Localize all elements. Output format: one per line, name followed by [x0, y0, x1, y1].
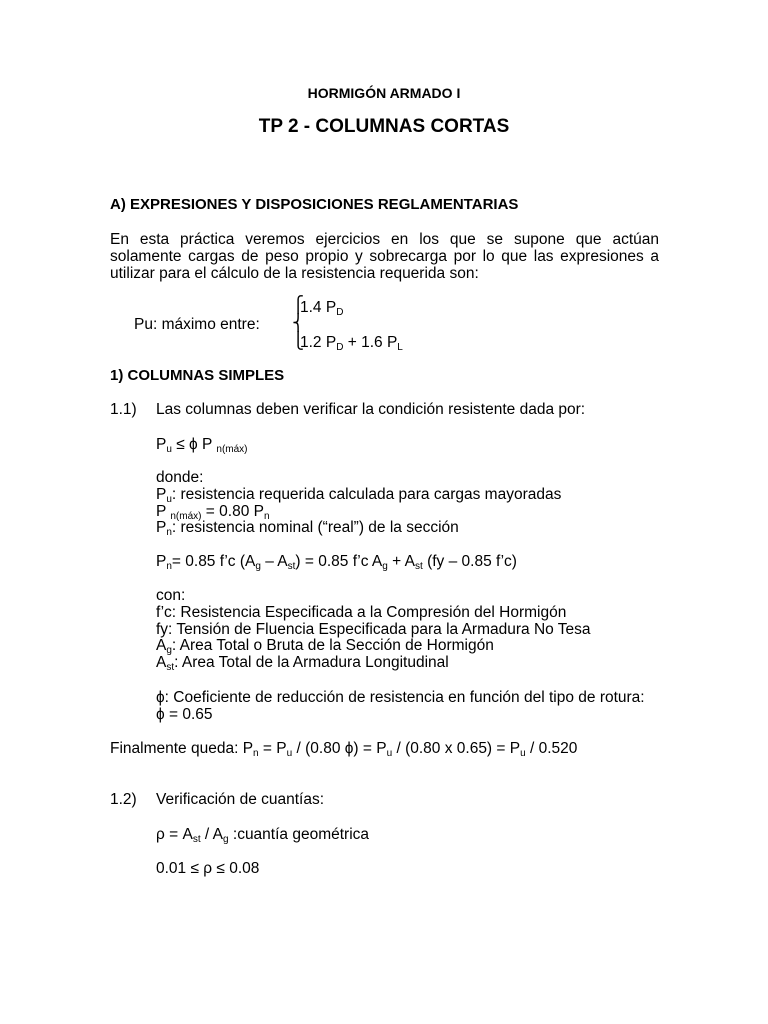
- subsection-number: 1.2): [110, 791, 137, 808]
- definition-ast: $A_{st}$: Area Total de la Armadura Longitudinal: [156, 654, 449, 673]
- resistance-condition: $P_u \le \phi$ P $_{n(máx)}$: [156, 436, 248, 455]
- subsection-title: Verificación de cuantías:: [156, 791, 325, 808]
- brace-bottom: ⎩: [292, 331, 304, 350]
- donde-label: donde:: [156, 469, 204, 486]
- paragraph-line: solamente cargas de peso propio y sobrecarga por lo que las expresiones a: [110, 248, 659, 265]
- section-1-heading: 1) COLUMNAS SIMPLES: [110, 367, 285, 384]
- paragraph-line: En esta práctica veremos ejercicios en los que se supone que actúan: [110, 231, 659, 248]
- subsection-text: Las columnas deben verificar la condición resistente dada por:: [156, 401, 586, 418]
- rho-definition: $\rho = A_{st} / A_g$ :cuantía geométrica: [156, 826, 370, 845]
- definition-pu: $P_u$: resistencia requerida calculada para cargas mayoradas: [156, 486, 562, 505]
- definition-ag: $A_g$: Area Total o Bruta de la Sección de Hormigón: [156, 637, 494, 656]
- rho-range: 0.01 ≤ ρ ≤ 0.08: [156, 860, 260, 877]
- section-a-heading: A) EXPRESIONES Y DISPOSICIONES REGLAMENTARIAS: [110, 196, 519, 213]
- final-equation: Finalmente queda: $P_n = P_u / (0.80$ $\phi) = P_u / (0.80$ x $0.65) = P_u / 0.520$: [110, 740, 578, 759]
- document-title: TP 2 - COLUMNAS CORTAS: [258, 116, 510, 137]
- definition-fy: fy: Tensión de Fluencia Especificada para la Armadura No Tesa: [156, 621, 591, 638]
- con-label: con:: [156, 587, 186, 604]
- course-title: HORMIGÓN ARMADO I: [307, 85, 461, 101]
- definition-phi: ϕ: Coeficiente de reducción de resistencia en función del tipo de rotura:: [156, 689, 645, 706]
- definition-pn: $P_n$: resistencia nominal (“real”) de la sección: [156, 519, 459, 538]
- definition-pnmax: P $_{n(máx)}$ = 0.80 $P_n$: [156, 503, 270, 522]
- subsection-number: 1.1): [110, 401, 137, 418]
- definition-fc: f’c: Resistencia Especificada a la Compresión del Hormigón: [156, 604, 567, 621]
- pu-label: Pu: máximo entre:: [134, 316, 260, 333]
- pn-equation: $P_n= 0.85$ f’c $(A_g - A_{st}) = 0.85$ f’c $A_g + A_{st}$ (fy – 0.85 f’c): [156, 553, 517, 572]
- paragraph-line: utilizar para el cálculo de la resistencia requerida son:: [110, 265, 479, 282]
- brace-middle: ⎨: [292, 313, 304, 332]
- pu-option-2: 1.2 $P_D + 1.6$ $P_L$: [300, 334, 403, 353]
- pu-option-1: 1.4 $P_D$: [300, 299, 344, 318]
- phi-value: ϕ = 0.65: [156, 706, 213, 723]
- brace-top: ⎧: [292, 295, 304, 314]
